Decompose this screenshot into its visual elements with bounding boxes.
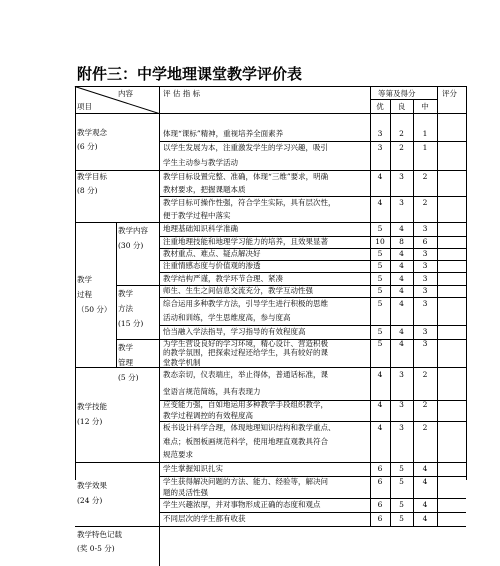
criterion-text: 便于教学过程中落实 bbox=[163, 211, 231, 220]
group-label: 教学目标 bbox=[77, 172, 107, 181]
score-value: 3 bbox=[377, 129, 383, 138]
score-value: 2 bbox=[399, 143, 404, 152]
header-item-label: 项目 bbox=[77, 102, 92, 111]
criterion-text: 注重地理技能和地理学习能力的培养，且效果显著 bbox=[163, 237, 328, 246]
score-value: 3 bbox=[422, 261, 428, 270]
criterion-text: 综合运用多种教学方法，引导学生进行积极的思维 bbox=[163, 299, 328, 308]
score-value: 4 bbox=[399, 286, 404, 295]
score-value: 3 bbox=[399, 400, 404, 409]
score-value: 4 bbox=[422, 500, 428, 509]
criterion-text: 为学生营设良好的学习环境，精心设计、营造积极 bbox=[163, 339, 328, 348]
header-score-label: 评分 bbox=[442, 89, 457, 98]
header-bottom bbox=[75, 113, 466, 114]
score-value: 8 bbox=[399, 237, 404, 246]
score-value: 5 bbox=[399, 514, 404, 523]
criterion-text: 教材重点、难点、疑点解决好 bbox=[163, 249, 261, 258]
score-value: 6 bbox=[377, 464, 383, 473]
subgroup-label: (30 分) bbox=[118, 241, 144, 250]
score-value: 3 bbox=[399, 198, 404, 207]
subgroup-divider bbox=[116, 222, 117, 367]
criterion-text: 教态亲切，仪表端庄，举止得体，普通话标准，课 bbox=[163, 370, 328, 379]
score-value: 5 bbox=[377, 274, 383, 283]
subgroup-label: (15 分) bbox=[118, 319, 144, 328]
score-value: 4 bbox=[422, 477, 428, 486]
score-value: 5 bbox=[399, 500, 404, 509]
group-bottom-line bbox=[75, 222, 159, 223]
score-value: 1 bbox=[422, 129, 428, 138]
score-value: 4 bbox=[377, 400, 383, 409]
score-value: 3 bbox=[399, 172, 404, 181]
subgroup-bottom-line bbox=[116, 285, 159, 286]
score-value: 3 bbox=[422, 327, 428, 336]
criterion-text: 学生主动参与教学活动 bbox=[163, 157, 238, 167]
criterion-text: 板书设计科学合理，体现地理知识结构和教学重点、 bbox=[163, 423, 336, 432]
subgroup-label: 管理 bbox=[118, 358, 133, 367]
header-criteria-label: 评 估 指 标 bbox=[163, 89, 201, 98]
group-label: （50 分） bbox=[77, 304, 112, 314]
subgroup-label: 教学 bbox=[118, 289, 133, 298]
criterion-text: 规范要求 bbox=[163, 450, 193, 460]
criterion-text: 的教学氛围，把探索过程还给学生，具有较好的课 bbox=[163, 348, 328, 358]
group-label: 教学效果 bbox=[77, 481, 107, 490]
group-label: 教学观念 bbox=[77, 128, 107, 137]
group-bottom-line bbox=[75, 462, 159, 463]
criterion-text: 地理基础知识科学准确 bbox=[163, 224, 238, 233]
criterion-text: 师生、生生之间信息交流充分，教学互动性强 bbox=[163, 286, 313, 295]
criterion-text: 教学目标可操作性强，符合学生实际，具有层次性， bbox=[163, 198, 336, 207]
score-value: 3 bbox=[422, 286, 428, 295]
criterion-text: 学生掌握知识扎实 bbox=[163, 464, 223, 473]
score-value: 4 bbox=[399, 249, 404, 258]
features-label: 教学特色记载 bbox=[77, 530, 122, 539]
subgroup-label: 教学 bbox=[118, 343, 133, 352]
score-value: 2 bbox=[399, 129, 404, 138]
score-value: 2 bbox=[422, 400, 428, 409]
score-value: 6 bbox=[377, 514, 383, 523]
score-value: 4 bbox=[399, 339, 404, 348]
score-value: 4 bbox=[422, 464, 428, 473]
score-value: 5 bbox=[399, 477, 404, 486]
score-value: 2 bbox=[422, 423, 428, 432]
score-value: 5 bbox=[377, 339, 383, 348]
score-value: 3 bbox=[377, 143, 383, 152]
criterion-text: 活动和训练，学生思维度高，参与度高 bbox=[163, 313, 291, 322]
criterion-text: 教学目标设置完整、准确，体现“三维”要求，明确 bbox=[163, 172, 329, 181]
subgroup-bottom-line bbox=[116, 339, 159, 340]
criterion-text: 教学过程调控的有效程度高 bbox=[163, 410, 253, 420]
score-value: 5 bbox=[377, 224, 383, 233]
group-label: 教学 bbox=[77, 274, 92, 284]
header-content-label: 内容 bbox=[118, 89, 133, 98]
score-value: 2 bbox=[422, 172, 428, 181]
header-level-1: 良 bbox=[397, 102, 406, 111]
criteria-left-border bbox=[159, 86, 160, 566]
score-value: 1 bbox=[422, 143, 428, 152]
criterion-text: 以学生发展为本，注重激发学生的学习兴趣，吸引 bbox=[163, 143, 328, 152]
score-value: 4 bbox=[399, 224, 404, 233]
criterion-text: 体现“课标”精神，重视培养全面素养 bbox=[163, 129, 284, 138]
subgroup-label: 教学内容 bbox=[118, 226, 148, 235]
score-value: 3 bbox=[422, 274, 428, 283]
score-value: 4 bbox=[377, 198, 383, 207]
criterion-text: 题的灵活性强 bbox=[163, 488, 208, 497]
score-value: 4 bbox=[399, 261, 404, 270]
score-value: 2 bbox=[422, 370, 428, 379]
score-value: 4 bbox=[399, 274, 404, 283]
table-border-right bbox=[466, 86, 467, 480]
criterion-text: 注重情感态度与价值观的渗透 bbox=[163, 261, 261, 270]
header-grade-label: 等第及得分 bbox=[378, 89, 416, 98]
score-value: 2 bbox=[422, 198, 428, 207]
table-border-left bbox=[75, 86, 76, 480]
score-value: 6 bbox=[377, 477, 383, 486]
group-label: (6 分) bbox=[77, 142, 98, 151]
criterion-text: 学生获得解决问题的方法、能力、经验等，解决问 bbox=[163, 477, 328, 486]
header-level-2: 中 bbox=[421, 102, 429, 111]
score-value: 3 bbox=[422, 249, 428, 258]
score-value: 4 bbox=[399, 299, 404, 308]
group-label: (8 分) bbox=[77, 186, 98, 195]
score-value: 5 bbox=[377, 261, 383, 270]
score-value: 3 bbox=[399, 370, 404, 379]
criterion-text: 恰当融入学法指导，学习指导的有效程度高 bbox=[163, 327, 306, 336]
score-value: 5 bbox=[377, 286, 383, 295]
subgroup-label: (5 分) bbox=[118, 373, 139, 382]
score-left-border bbox=[437, 86, 438, 526]
score-value: 5 bbox=[377, 299, 383, 308]
criterion-text: 教材要求，把握课题本质 bbox=[163, 185, 246, 194]
score-value: 4 bbox=[377, 423, 383, 432]
score-value: 3 bbox=[422, 339, 428, 348]
score-value: 3 bbox=[399, 423, 404, 432]
subgroup-label: 方法 bbox=[118, 304, 133, 313]
criterion-text: 堂语言规范简练，具有表现力 bbox=[163, 386, 261, 396]
score-value: 5 bbox=[377, 249, 383, 258]
score-value: 5 bbox=[399, 464, 404, 473]
score-value: 4 bbox=[377, 370, 383, 379]
score-value: 5 bbox=[377, 327, 383, 336]
group-label: (12 分) bbox=[77, 416, 103, 426]
criterion-text: 应变能力强，自如地运用多种教学手段组织教学， bbox=[163, 400, 328, 409]
features-label: (奖 0-5 分) bbox=[77, 544, 115, 553]
score-value: 3 bbox=[422, 224, 428, 233]
criterion-text: 教学结构严谨，教学环节合理、紧凑 bbox=[163, 274, 283, 283]
score-value: 6 bbox=[377, 500, 383, 509]
group-label: 教学技能 bbox=[77, 401, 107, 411]
score-value: 10 bbox=[375, 237, 385, 246]
criterion-text: 堂教学机制 bbox=[163, 357, 201, 367]
criterion-text: 学生兴趣浓厚，并对事物形成正确的态度和观点 bbox=[163, 500, 321, 509]
page-title: 附件三：中学地理课堂教学评价表 bbox=[77, 65, 303, 83]
criterion-text: 难点；板图板画规范科学，使用地理直观教具符合 bbox=[163, 436, 328, 446]
score-value: 4 bbox=[422, 514, 428, 523]
header-level-0: 优 bbox=[376, 102, 384, 111]
score-value: 6 bbox=[422, 237, 428, 246]
score-value: 4 bbox=[377, 172, 383, 181]
score-value: 3 bbox=[422, 299, 428, 308]
group-label: 过程 bbox=[77, 289, 92, 299]
features-top-line bbox=[75, 526, 466, 527]
criterion-text: 不同层次的学生都有收获 bbox=[163, 514, 246, 523]
group-label: (24 分) bbox=[77, 496, 103, 505]
score-value: 4 bbox=[399, 327, 404, 336]
